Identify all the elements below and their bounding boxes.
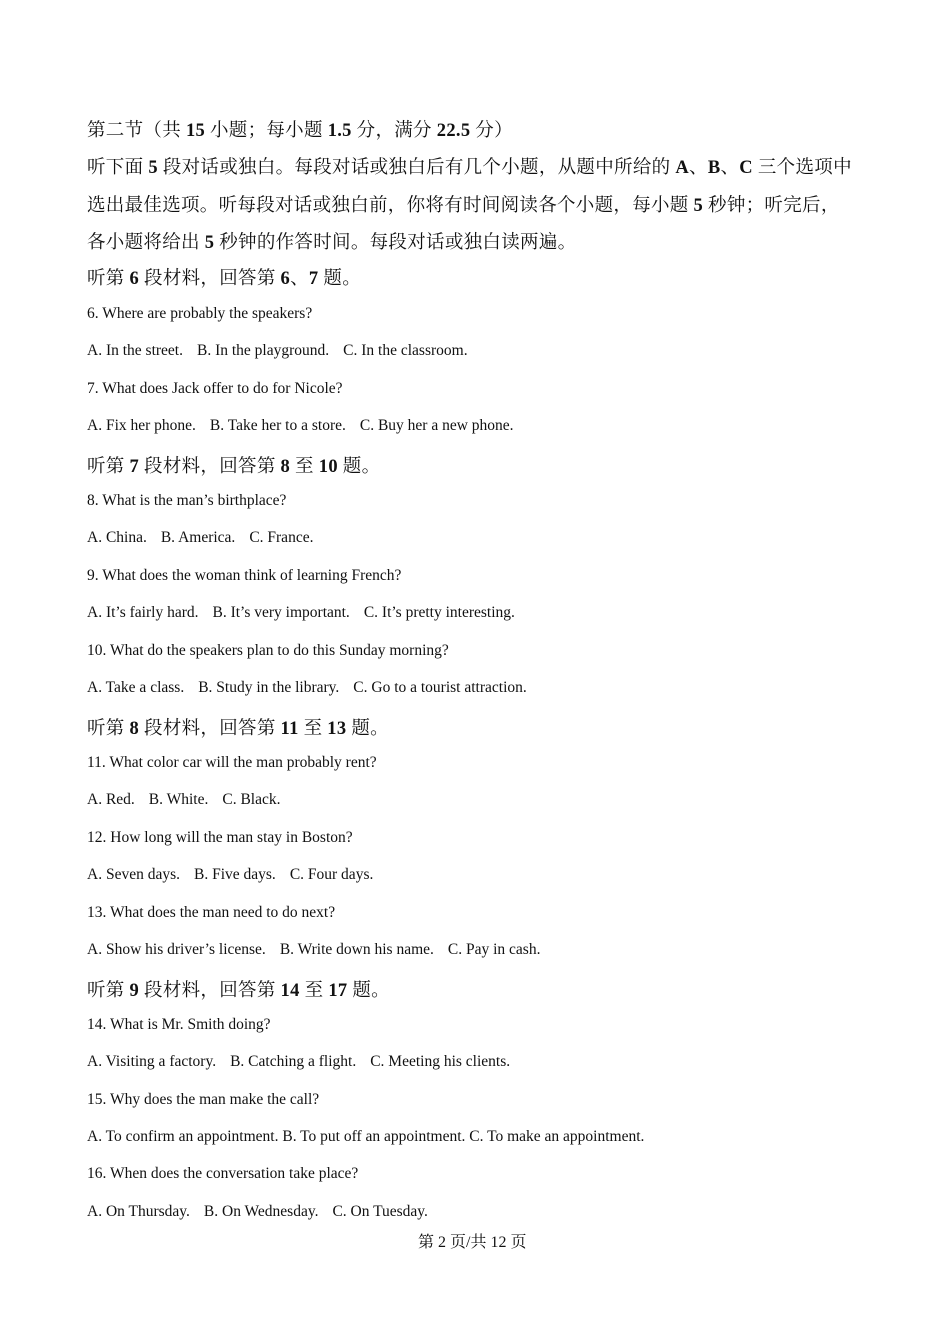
question-stem: 12. How long will the man stay in Boston? [87,829,353,846]
question-options [87,417,514,435]
option-c: C. In the classroom. [343,342,468,359]
option-b: B. To put off an appointment. [282,1128,466,1145]
group-header [87,452,380,478]
question-options [87,679,527,697]
question-stem: 14. What is Mr. Smith doing? [87,1016,271,1033]
text: 至 [290,457,319,477]
question-options [87,1053,510,1071]
text: 秒钟；听完后， [703,196,840,216]
option-a: A. Seven days. [87,866,180,883]
question-end: 17 [328,981,348,1001]
question-stem: 9. What does the woman think of learning French? [87,567,402,584]
text: 、 [720,158,740,178]
option-b: B. White. [148,791,209,808]
instructions-line-2 [87,191,840,217]
title-text: 分，满分 [351,121,437,141]
text: 三个选项中 [752,158,852,178]
bold-text: C [739,158,753,178]
option-a: A. China. [87,529,147,546]
option-c: C. It’s pretty interesting. [363,604,515,621]
question-stem: 15. Why does the man make the call? [87,1091,320,1108]
option-b: B. Five days. [194,866,276,883]
instructions-line-1 [87,153,852,179]
option-c: C. Go to a tourist attraction. [353,679,527,696]
question-stem: 7. What does Jack offer to do for Nicole? [87,380,343,397]
option-b: B. Take her to a store. [209,417,346,434]
question-stem: 10. What do the speakers plan to do this Sunday morning? [87,642,449,659]
option-b: B. Study in the library. [198,679,340,696]
section-title [87,116,513,142]
title-text: 第二节（共 [87,121,186,141]
question-end: 7 [308,269,319,289]
question-stem: 6. Where are probably the speakers? [87,305,313,322]
material-number: 7 [129,457,140,477]
option-c: C. Pay in cash. [447,941,541,958]
title-total: 22.5 [436,121,471,141]
text: 题。 [318,269,362,289]
bold-text: 5 [148,158,158,178]
instructions-line-3 [87,228,576,254]
bold-text: B [707,158,721,178]
material-number: 8 [129,719,140,739]
option-c: C. On Tuesday. [332,1203,428,1220]
text: 段材料，回答第 [139,719,281,739]
option-a: A. In the street. [87,342,183,359]
question-stem: 13. What does the man need to do next? [87,904,336,921]
text: 秒钟的作答时间。每段对话或独白读两遍。 [214,233,577,253]
group-header [87,264,361,290]
option-a: A. On Thursday. [87,1203,190,1220]
question-start: 11 [280,719,299,739]
option-c: C. Meeting his clients. [370,1053,511,1070]
option-c: C. To make an appointment. [469,1128,645,1145]
text: 段对话或独白。每段对话或独白后有几个小题，从题中所给的 [157,158,676,178]
question-stem: 16. When does the conversation take place? [87,1165,359,1182]
option-a: A. Red. [87,791,135,808]
option-a: A. Take a class. [87,679,185,696]
option-a: A. Show his driver’s license. [87,941,266,958]
option-a: A. Visiting a factory. [87,1053,217,1070]
question-stem: 11. What color car will the man probably rent? [87,754,377,771]
text: 听第 [87,269,130,289]
option-b: B. Catching a flight. [230,1053,357,1070]
option-b: B. It’s very important. [212,604,350,621]
option-b: B. In the playground. [196,342,330,359]
question-options [87,791,280,809]
material-number: 9 [129,981,140,1001]
title-text: 分） [470,121,513,141]
text: 至 [299,981,329,1001]
question-options [87,941,540,959]
text: 听第 [87,457,130,477]
bold-text: A [675,158,690,178]
option-c: C. Black. [222,791,281,808]
text: 听第 [87,981,130,1001]
text: 段材料，回答第 [139,981,281,1001]
option-c: C. Buy her a new phone. [359,417,514,434]
page-number: 第 2 页/共 12 页 [418,1234,527,1251]
text: 选出最佳选项。听每段对话或独白前，你将有时间阅读各个小题，每小题 [87,196,694,216]
option-c: C. France. [249,529,314,546]
title-count: 15 [185,121,206,141]
title-text: 小题；每小题 [205,121,328,141]
text: 题。 [337,457,381,477]
text: 听下面 [87,158,149,178]
question-options [87,342,468,360]
text: 、 [689,158,708,178]
text: 题。 [346,719,389,739]
text: 题。 [347,981,390,1001]
group-header [87,714,389,740]
group-header [87,976,390,1002]
question-options [87,604,515,622]
material-number: 6 [129,269,140,289]
question-stem: 8. What is the man’s birthplace? [87,492,287,509]
bold-text: 5 [693,196,704,216]
option-a: A. Fix her phone. [87,417,196,434]
text: 各小题将给出 [87,233,205,253]
question-start: 14 [280,981,300,1001]
question-start: 8 [280,457,291,477]
option-b: B. America. [160,529,236,546]
title-each: 1.5 [327,121,352,141]
question-options [87,1203,428,1221]
text: 段材料，回答第 [139,457,281,477]
text: 听第 [87,719,130,739]
question-end: 10 [318,457,338,477]
text: 至 [298,719,328,739]
option-b: B. Write down his name. [279,941,434,958]
text: 、 [290,269,309,289]
question-options [87,866,373,884]
question-options [87,529,313,547]
question-start: 6 [280,269,291,289]
option-a: A. To confirm an appointment. [87,1128,279,1145]
option-c: C. Four days. [289,866,374,883]
bold-text: 5 [204,233,215,253]
text: 段材料，回答第 [139,269,281,289]
option-b: B. On Wednesday. [203,1203,319,1220]
question-end: 13 [327,719,347,739]
option-a: A. It’s fairly hard. [87,604,199,621]
question-options [87,1128,644,1146]
